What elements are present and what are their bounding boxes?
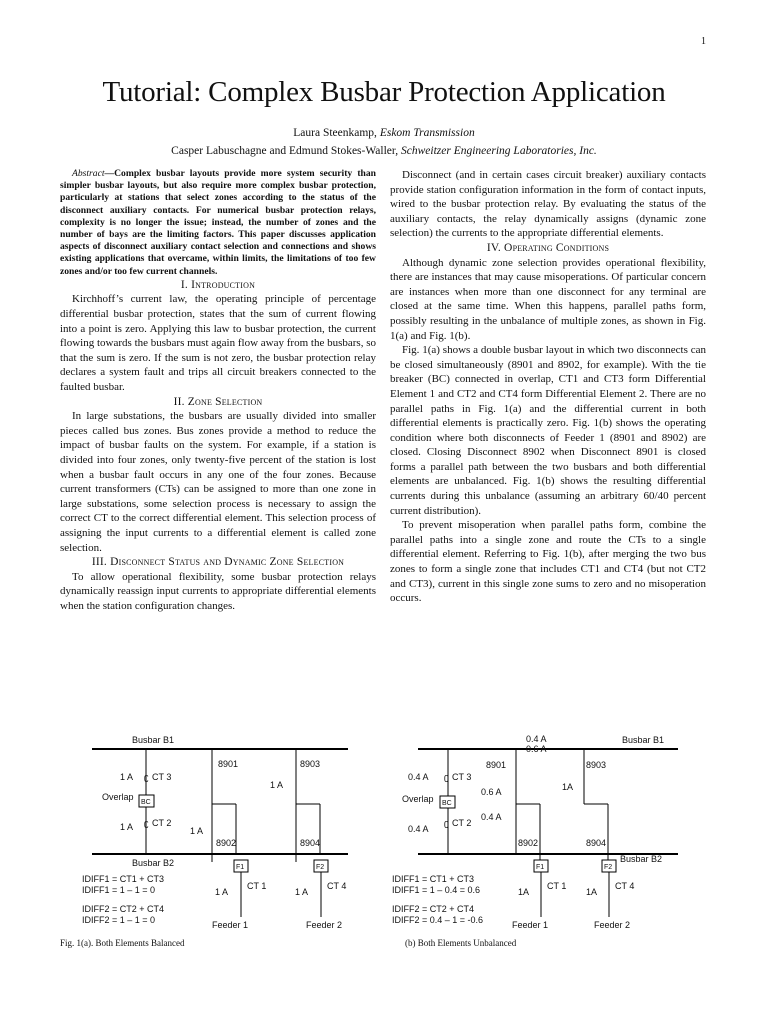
- section-3-paragraph-1: To allow operational flexibility, some busbar protection relays dynamically reassign input currents to appropriate differential elements when the station configuration changes.: [60, 570, 376, 612]
- mid-current: 0.4 A: [481, 812, 502, 822]
- ct1-label: CT 1: [247, 881, 267, 891]
- ct1-current: 1 A: [215, 887, 229, 897]
- author-block: [0, 124, 768, 160]
- eq-idiff1-val: IDIFF1 = 1 – 1 = 0: [82, 885, 156, 895]
- ct4-current: 1A: [586, 887, 598, 897]
- d8902-label: 8902: [216, 838, 237, 848]
- busbar-b2-label: Busbar B2: [620, 854, 663, 864]
- d8904-label: 8904: [300, 838, 321, 848]
- author-2-affiliation: Schweitzer Engineering Laboratories, Inc.: [401, 145, 597, 157]
- page-number: 1: [701, 36, 706, 47]
- section-1-paragraph: Kirchhoff’s current law, the operating principle of percentage differential busbar protection, states that the sum of current flowing into a point is zero. Applying this law to busbar protection, the current flowing towards the busbars must again flow away from the busbars, so that the sum is zero. If the sum is not zero, the busbar protection relay declares a system fault and trips all circuit breakers connected to the faulted busbar.: [60, 293, 376, 393]
- ct3-label: CT 3: [152, 772, 172, 782]
- figure-1b: [388, 732, 708, 937]
- abstract-lead: Abstract: [72, 168, 105, 179]
- author-line-2: [0, 142, 768, 160]
- figure-1a-caption: Fig. 1(a). Both Elements Balanced: [60, 938, 185, 948]
- bc-current: 0.6 A: [481, 787, 502, 797]
- ct3-current: 1 A: [120, 772, 134, 782]
- figure-1b-diagram: [388, 732, 708, 937]
- ct4-label: CT 4: [615, 881, 635, 891]
- top-current-1: 0.4 A: [526, 734, 547, 744]
- eq-idiff2-def: IDIFF2 = CT2 + CT4: [392, 904, 475, 914]
- ct3-symbol: ʗ: [444, 772, 449, 782]
- ct1-label: CT 1: [547, 881, 567, 891]
- feeder2-label: Feeder 2: [306, 920, 343, 930]
- section-4-heading: IV. Operating Conditions: [486, 241, 610, 254]
- ct2-current: 1 A: [120, 822, 134, 832]
- bc-label: BC: [442, 800, 452, 807]
- ct3-current: 0.4 A: [408, 772, 429, 782]
- figure-1a-diagram: [60, 732, 380, 937]
- section-4-paragraph-2: Fig. 1(a) shows a double busbar layout in which two disconnects can be closed simultaneously (8901 and 8902, for example). With the tie breaker (BC) connected in overlap, CT1 and CT3 form Differential Element 1 and CT2 and CT4 form Differential Element 2. There are no parallel paths in Fig. 1(a) and the differential current in both differential elements is practically zero. Fig. 1(b) shows the operating condition where both disconnects of Feeder 1 (8901 and 8902) are closed. Closing Disconnect 8902 when Disconnect 8901 is closed forms a parallel path between the two busbars and both differential elements are unbalanced. Fig. 1(b) shows the resulting differential currents during this unbalance (assuming an arbitrary 60/40 percent current distribution).: [390, 344, 706, 517]
- abstract-text: —Complex busbar layouts provide more system security than simpler busbar layouts, but also require more complex busbar protection, particularly at stations that select zones according to the status of the disconnect auxiliary contacts. For numerical busbar protection relays, complexity is no longer the issue; instead, the number of zones and the number of bays are the limiting factors. This paper discusses application aspects of disconnect auxiliary contact selection and connections and shows existing applications that overcame, within limits, the limitations of too few zones and/or too few current channels.: [60, 168, 376, 277]
- ct1-current: 1A: [518, 887, 530, 897]
- right-current: 1A: [562, 782, 574, 792]
- feeder1-label: Feeder 1: [512, 920, 549, 930]
- d8902-label: 8902: [518, 838, 539, 848]
- abstract: [60, 168, 376, 278]
- feeder2-label: Feeder 2: [594, 920, 631, 930]
- eq-idiff1-def: IDIFF1 = CT1 + CT3: [82, 874, 165, 884]
- left-column: [60, 168, 376, 613]
- ct2-symbol: ʗ: [144, 818, 149, 828]
- author-line-1: [0, 124, 768, 142]
- f1-label: F1: [236, 864, 245, 871]
- top-current-2: 0.6 A: [526, 744, 547, 754]
- mid-current-left: 1 A: [190, 826, 204, 836]
- ct3-symbol: ʗ: [144, 772, 149, 782]
- figure-1a: [60, 732, 380, 937]
- eq-idiff2-val: IDIFF2 = 0.4 – 1 = -0.6: [392, 915, 484, 925]
- d8903-label: 8903: [300, 759, 321, 769]
- eq-idiff1-val: IDIFF1 = 1 – 0.4 = 0.6: [392, 885, 481, 895]
- f2-label: F2: [316, 864, 325, 871]
- busbar-b1-label: Busbar B1: [132, 735, 175, 745]
- author-2: Casper Labuschagne and Edmund Stokes-Waller,: [171, 145, 399, 157]
- f1-label: F1: [536, 864, 545, 871]
- paper-title: Tutorial: Complex Busbar Protection Application: [102, 76, 666, 108]
- author-1-affiliation: Eskom Transmission: [379, 127, 475, 139]
- ct3-label: CT 3: [452, 772, 472, 782]
- d8901-label: 8901: [218, 759, 239, 769]
- eq-idiff2-val: IDIFF2 = 1 – 1 = 0: [82, 915, 156, 925]
- section-3-heading: III. Disconnect Status and Dynamic Zone Selection: [91, 556, 345, 569]
- section-1-heading: I. Introduction: [180, 278, 256, 291]
- d8903-label: 8903: [586, 760, 607, 770]
- ct2-label: CT 2: [452, 818, 472, 828]
- busbar-b2-label: Busbar B2: [132, 858, 175, 868]
- d8904-label: 8904: [586, 838, 607, 848]
- section-2-heading: II. Zone Selection: [173, 395, 263, 408]
- ct4-label: CT 4: [327, 881, 347, 891]
- ct2-symbol: ʗ: [444, 818, 449, 828]
- section-3-paragraph-2: Disconnect (and in certain cases circuit breaker) auxiliary contacts provide station configuration information in the form of contact inputs, wired to the busbar protection relay. By evaluating the status of the auxiliary contacts, the relay dynamically assigns (dynamic zone selection) the currents to the appropriate differential elements.: [390, 169, 706, 240]
- ct4-current: 1 A: [295, 887, 309, 897]
- section-4-paragraph-3: To prevent misoperation when parallel paths form, combine the parallel paths into a single zone and route the CTs to a single differential element. Referring to Fig. 1(b), after merging the two bus zones to form a single zone that includes CT1 and CT4 (but not CT2 and CT3), current in this single zone sums to zero and no misoperation occurs.: [390, 519, 706, 605]
- section-4-paragraph-1: Although dynamic zone selection provides operational flexibility, there are instances that may cause misoperations. Of particular concern are instances when more than one disconnect for any terminal are closed at the same time. When this happens, parallel paths form, possibly resulting in the unbalance of multiple zones, as shown in Fig. 1(a) and Fig. 1(b).: [390, 256, 706, 342]
- eq-idiff2-def: IDIFF2 = CT2 + CT4: [82, 904, 165, 914]
- right-column: [390, 168, 706, 606]
- ct2-current: 0.4 A: [408, 824, 429, 834]
- figure-1b-caption: (b) Both Elements Unbalanced: [405, 938, 517, 948]
- eq-idiff1-def: IDIFF1 = CT1 + CT3: [392, 874, 475, 884]
- ct2-label: CT 2: [152, 818, 172, 828]
- bc-label: BC: [141, 799, 151, 806]
- author-1: Laura Steenkamp,: [293, 127, 377, 139]
- d8901-label: 8901: [486, 760, 507, 770]
- f2-label: F2: [604, 864, 613, 871]
- section-2-paragraph: In large substations, the busbars are usually divided into smaller pieces called bus zones. Bus zones provide a method to reduce the impact of busbar faults on the system. For example, if a station is divided into four zones, only twenty-five percent of the station is lost when a busbar fault occurs in any one of the four zones. Because current transformers (CTs) can be assigned to more than one zone in large substations, some selection process is necessary to assign the correct CT to the correct differential element. This selection process of assigning the input currents to a differential element is called zone selection.: [60, 410, 376, 554]
- feeder1-label: Feeder 1: [212, 920, 249, 930]
- overlap-label: Overlap: [402, 794, 434, 804]
- overlap-label: Overlap: [102, 792, 134, 802]
- busbar-b1-label: Busbar B1: [622, 735, 665, 745]
- mid-current-right: 1 A: [270, 780, 284, 790]
